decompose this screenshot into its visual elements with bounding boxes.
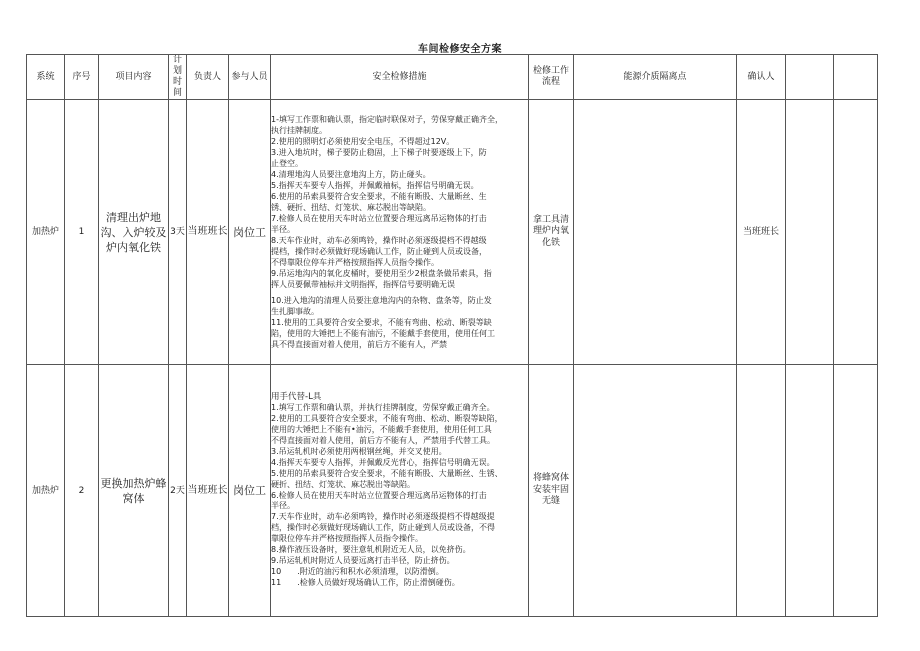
cell-owner: 当班班长 bbox=[187, 365, 229, 617]
cell-content: 清理出炉地沟、入炉较及炉内氧化铁 bbox=[99, 100, 169, 365]
cell-extra-2 bbox=[834, 365, 878, 617]
measure-line: 11 .检修人员做好现场确认工作，防止滑倒碰伤。 bbox=[271, 577, 460, 587]
measure-line: 硬折、扭结、灯笼状、麻芯脱出等缺陷。 bbox=[271, 479, 415, 489]
measure-line: 半径。 bbox=[271, 501, 295, 511]
measure-line: 3.吊运轧机时必须使用两根钢丝绳，并交叉使用。 bbox=[271, 446, 447, 456]
header-confirm: 确认人 bbox=[737, 55, 786, 100]
measure-line: 11.使用的工具要符合安全要求，不能有弯曲、松动、断裂等缺 bbox=[271, 318, 492, 327]
measure-line: 靠限位停车并严格按照指挥人员指令操作。 bbox=[271, 534, 423, 544]
measure-line: 提档，操作时必须做好现场确认工作，防止碰到人员或设备， bbox=[271, 247, 487, 256]
measure-line: 不得靠限位停车并严格按照指挥人员指令操作。 bbox=[271, 258, 439, 267]
cell-confirm bbox=[737, 365, 786, 617]
measure-line: 不得直接面对着人使用，前后方不能有人，严禁用手代替工具。 bbox=[271, 435, 495, 445]
measure-line: 2.使用的工具要符合安全要求，不能有弯曲、松动、断裂等缺陷， bbox=[271, 414, 503, 424]
measure-line: 8.天车作业时，动车必须鸣铃，操作时必须逐级提档不得越级 bbox=[271, 236, 487, 245]
measure-line: 半径。 bbox=[271, 225, 295, 234]
table-row bbox=[27, 365, 878, 617]
measure-line: 6.检修人员在使用天车时站立位置要合理远离吊运物体的打击 bbox=[271, 490, 487, 500]
cell-flow: 拿工具清理炉内氧化铁 bbox=[529, 100, 574, 365]
header-extra-1 bbox=[786, 55, 834, 100]
measure-line: 9.吊运地沟内的氧化皮桶时，要使用至少2根盘条做吊索具，指 bbox=[271, 269, 492, 278]
cell-extra-2 bbox=[834, 100, 878, 365]
header-extra-2 bbox=[834, 55, 878, 100]
cell-seq: 2 bbox=[65, 365, 99, 617]
measure-line: 5.使用的吊索具要符合安全要求，不能有断股、大量断丝、生锈、 bbox=[271, 468, 503, 478]
measure-line: 5.指挥天车要专人指挥，并佩戴袖标，指挥信号明确无误。 bbox=[271, 181, 479, 190]
cell-isolation bbox=[574, 100, 737, 365]
cell-measures bbox=[271, 100, 529, 365]
header-row bbox=[27, 55, 878, 100]
measure-line: 1.填写工作票和确认票，并执行挂牌制度，劳保穿戴正确齐全。 bbox=[271, 403, 495, 413]
page-title: 车间检修安全方案 bbox=[418, 44, 502, 55]
measure-line: 1-填写工作票和确认票，指定临时联保对子，劳保穿戴正确齐全， bbox=[271, 115, 503, 124]
cell-isolation bbox=[574, 365, 737, 617]
measure-line: 锈、硬折、扭结、灯笼状、麻芯脱出等缺陷。 bbox=[271, 203, 431, 212]
table-row bbox=[27, 100, 878, 365]
measure-line: 4.清理地沟人员要注意地沟上方，防止碰头。 bbox=[271, 170, 431, 179]
measure-line: 7.天车作业时，动车必须鸣铃，操作时必须逐级提档不得越级提 bbox=[271, 512, 495, 522]
measure-line: 6.使用的吊索具要符合安全要求，不能有断股、大量断丝、生 bbox=[271, 192, 487, 201]
header-seq: 序号 bbox=[65, 55, 99, 100]
header-isolation: 能源介质隔离点 bbox=[574, 55, 737, 100]
header-owner: 负责人 bbox=[187, 55, 229, 100]
header-content: 项目内容 bbox=[99, 55, 169, 100]
cell-seq: 1 bbox=[65, 100, 99, 365]
cell-extra-1 bbox=[786, 365, 834, 617]
measure-line: 执行挂牌制度。 bbox=[271, 126, 327, 135]
measure-line: 10 .附近的油污和积水必须清理，以防滑倒。 bbox=[271, 566, 444, 576]
header-participants: 参与人员 bbox=[229, 55, 271, 100]
measure-line: 7.检修人员在使用天车时站立位置要合理远离吊运物体的打击 bbox=[271, 214, 487, 223]
measure-line: 生扎脚事故。 bbox=[271, 307, 319, 316]
cell-content: 更换加热炉蜂窝体 bbox=[99, 365, 169, 617]
header-system: 系统 bbox=[27, 55, 65, 100]
cell-plan-time: 2天 bbox=[169, 365, 187, 617]
cell-measures bbox=[271, 365, 529, 617]
cell-plan-time: 3天 bbox=[169, 100, 187, 365]
measure-line: 用手代替-L具 bbox=[271, 392, 322, 403]
safety-plan-table bbox=[26, 54, 878, 617]
measure-line: 3.进入地坑时，梯子要防止稳固，上下梯子时要逐级上下，防 bbox=[271, 148, 487, 157]
cell-extra-1 bbox=[786, 100, 834, 365]
cell-participants: 岗位工 bbox=[229, 365, 271, 617]
cell-system: 加热炉 bbox=[27, 100, 65, 365]
cell-system: 加热炉 bbox=[27, 365, 65, 617]
measure-line: 4.指挥天车要专人指挥，并佩戴反光背心，指挥信号明确无误。 bbox=[271, 457, 495, 467]
cell-flow: 将蜂窝体安装牢固无缝 bbox=[529, 365, 574, 617]
cell-owner: 当班班长 bbox=[187, 100, 229, 365]
measure-line: 使用的大锤把上不能有•油污，不能戴手套使用，使用任何工具 bbox=[271, 425, 492, 435]
cell-confirm: 当班班长 bbox=[737, 100, 786, 365]
measure-line: 10.进入地沟的清理人员要注意地沟内的杂物、盘条等，防止发 bbox=[271, 296, 492, 305]
measure-line: 陷，使用的大锤把上不能有油污，不能戴手套使用，使用任何工 bbox=[271, 329, 495, 338]
measure-line: 具不得直接面对着人使用，前后方不能有人，严禁 bbox=[271, 340, 447, 349]
measure-line: 止登空。 bbox=[271, 159, 303, 168]
measure-line: 9.吊运轧机时附近人员要远离打击半径，防止挤伤。 bbox=[271, 555, 455, 565]
header-flow: 检修工作流程 bbox=[529, 55, 574, 100]
measure-line: 挥人员要佩带袖标并文明指挥，指挥信号要明确无误 bbox=[271, 280, 455, 289]
header-measures: 安全检修措施 bbox=[271, 55, 529, 100]
header-plan-time: 计划时间 bbox=[169, 55, 187, 100]
measure-line: 8.操作液压设备时，要注意轧机附近无人员，以免挤伤。 bbox=[271, 545, 471, 555]
cell-participants: 岗位工 bbox=[229, 100, 271, 365]
measure-line: 2.使用的照明灯必须使用安全电压，不得超过12V。 bbox=[271, 137, 455, 146]
measure-line: 档，操作时必须做好现场确认工作，防止碰到人员或设备，不得 bbox=[271, 523, 495, 533]
